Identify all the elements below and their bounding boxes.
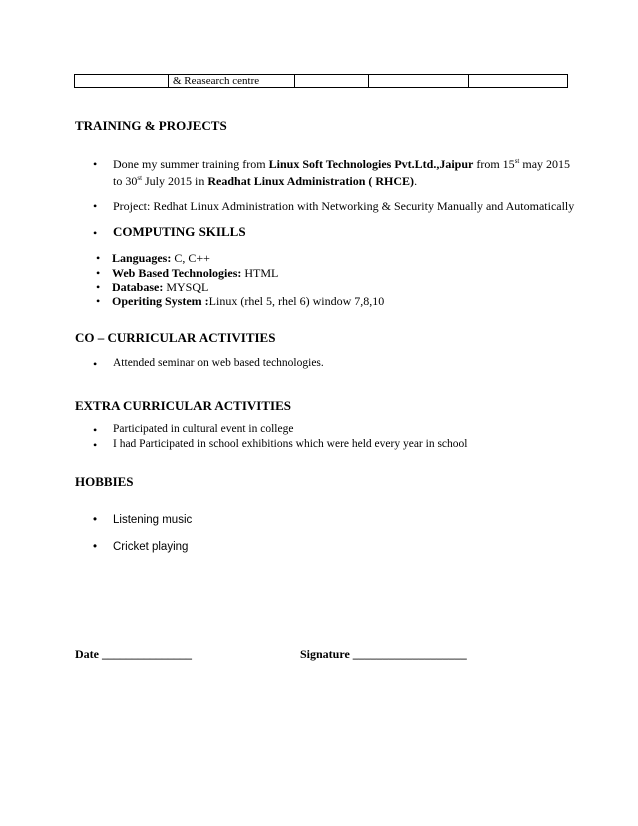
- bullet: •: [93, 357, 98, 371]
- hobby-item: Listening music: [113, 514, 193, 526]
- superscript: st: [514, 157, 520, 165]
- training-item-1-line-2: [113, 174, 417, 189]
- bullet: •: [93, 423, 98, 437]
- skill-value: Linux (rhel 5, rhel 6) window 7,8,10: [208, 294, 385, 308]
- signature-line: ___________________: [352, 647, 467, 661]
- skill-label: Database:: [112, 280, 164, 294]
- text: from 15: [473, 157, 515, 171]
- bullet: •: [93, 438, 98, 452]
- skill-label: Web Based Technologies:: [112, 266, 242, 280]
- extracurricular-item: I had Participated in school exhibitions which were held every year in school: [113, 438, 468, 450]
- skill-value: HTML: [241, 266, 279, 280]
- skill-item-languages: [112, 251, 210, 266]
- table-cell: [469, 75, 567, 87]
- bullet: •: [93, 226, 98, 240]
- skill-label: Operiting System :: [112, 294, 209, 308]
- bullet: •: [93, 541, 98, 553]
- bullet: •: [93, 199, 98, 213]
- skill-value: C, C++: [171, 251, 210, 265]
- table-cell: [369, 75, 469, 87]
- section-heading-hobbies: HOBBIES: [75, 474, 134, 489]
- bullet: •: [93, 514, 98, 526]
- text: to 30: [113, 174, 138, 188]
- extracurricular-item: Participated in cultural event in college: [113, 423, 294, 435]
- signature-label: Signature: [300, 647, 350, 661]
- bullet: •: [96, 280, 101, 294]
- section-heading-extracurricular: EXTRA CURRICULAR ACTIVITIES: [75, 398, 291, 413]
- text: .: [414, 174, 418, 188]
- text: Done my summer training from: [113, 157, 269, 171]
- bullet: •: [96, 251, 101, 265]
- cocurricular-item: Attended seminar on web based technologies.: [113, 357, 324, 369]
- section-heading-cocurricular: CO – CURRICULAR ACTIVITIES: [75, 330, 276, 345]
- skill-item-web: [112, 266, 278, 281]
- skill-item-database: [112, 280, 208, 295]
- superscript: st: [137, 174, 143, 182]
- bullet: •: [93, 157, 98, 171]
- table-cell: [75, 75, 169, 87]
- company-name: Linux Soft Technologies Pvt.Ltd.,Jaipur: [268, 157, 474, 171]
- text: July 2015 in: [142, 174, 208, 188]
- section-heading-computing: COMPUTING SKILLS: [113, 224, 246, 239]
- course-name: Readhat Linux Administration ( RHCE): [207, 174, 415, 188]
- skill-item-os: [112, 294, 384, 309]
- training-item-2: Project: Redhat Linux Administration with Networking & Security Manually and Automatically: [113, 199, 575, 213]
- date-label: Date: [75, 647, 99, 661]
- skill-label: Languages:: [112, 251, 172, 265]
- section-heading-training: TRAINING & PROJECTS: [75, 118, 227, 133]
- hobby-item: Cricket playing: [113, 541, 189, 553]
- training-item-1: [113, 157, 570, 172]
- education-table-fragment: [74, 74, 568, 88]
- date-field: [75, 647, 192, 662]
- signature-field: [300, 647, 467, 662]
- table-cell: & Reasearch centre: [169, 75, 295, 87]
- bullet: •: [96, 266, 101, 280]
- date-line: _______________: [102, 647, 192, 661]
- table-cell: [295, 75, 369, 87]
- bullet: •: [96, 294, 101, 308]
- skill-value: MYSQL: [163, 280, 209, 294]
- text: may 2015: [519, 157, 571, 171]
